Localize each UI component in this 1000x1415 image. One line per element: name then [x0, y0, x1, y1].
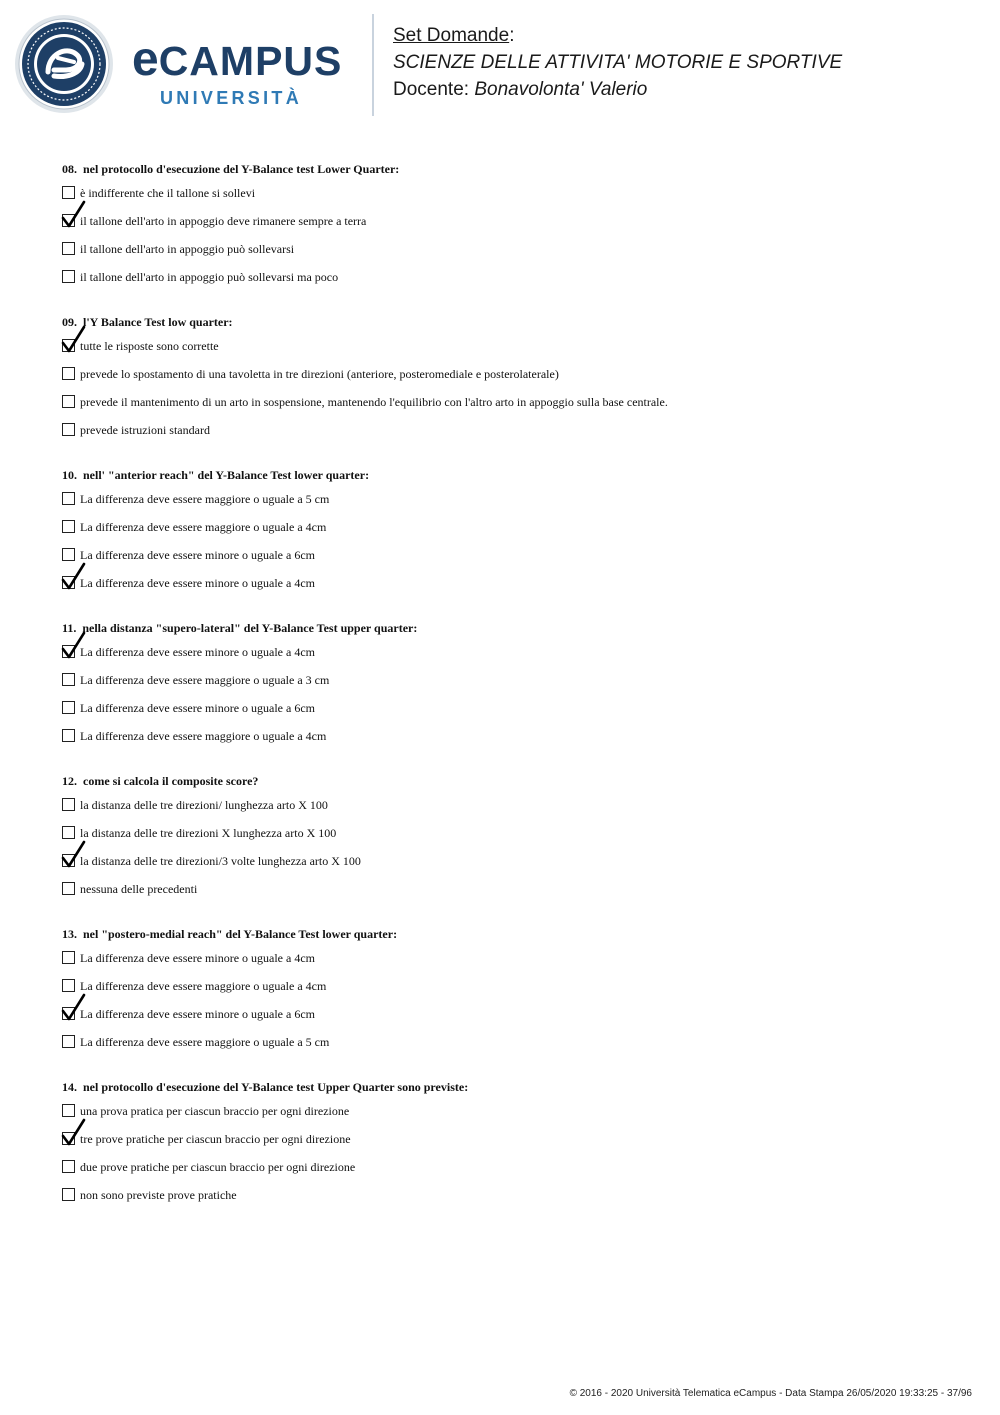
answer-text: la distanza delle tre direzioni/3 volte lunghezza arto X 100 [80, 854, 361, 868]
header-divider [372, 14, 374, 116]
answer-text: tre prove pratiche per ciascun braccio per ogni direzione [80, 1132, 351, 1146]
answer-option[interactable] [62, 575, 962, 603]
page-footer: © 2016 - 2020 Università Telematica eCampus - Data Stampa 26/05/2020 19:33:25 - 37/96 [569, 1388, 972, 1399]
question-number: 11. [62, 621, 77, 635]
answer-text: La differenza deve essere minore o uguale a 4cm [80, 576, 315, 590]
checkbox-unchecked[interactable] [62, 798, 75, 811]
answer-option[interactable] [62, 366, 962, 394]
set-colon: : [509, 25, 515, 46]
answer-option[interactable] [62, 672, 962, 700]
checkbox-unchecked[interactable] [62, 1160, 75, 1173]
question-block [62, 466, 962, 603]
question-title [62, 466, 962, 484]
answer-option[interactable] [62, 700, 962, 728]
question-number: 13. [62, 927, 77, 941]
answer-text: non sono previste prove pratiche [80, 1188, 237, 1202]
question-number: 12. [62, 774, 77, 788]
answer-text: tutte le risposte sono corrette [80, 339, 219, 353]
checkbox-unchecked[interactable] [62, 826, 75, 839]
answer-option[interactable] [62, 1103, 962, 1131]
question-block [62, 160, 962, 297]
question-title [62, 1078, 962, 1096]
question-number: 09. [62, 315, 77, 329]
question-title [62, 772, 962, 790]
answer-option[interactable] [62, 978, 962, 1006]
checkbox-unchecked[interactable] [62, 979, 75, 992]
brand-e: e [132, 33, 159, 86]
question-number: 10. [62, 468, 77, 482]
answer-text: il tallone dell'arto in appoggio deve rimanere sempre a terra [80, 214, 367, 228]
answer-option[interactable] [62, 394, 962, 422]
ecampus-wordmark [132, 33, 357, 114]
question-text: come si calcola il composite score? [83, 774, 259, 788]
question-block [62, 313, 962, 450]
answer-option[interactable] [62, 825, 962, 853]
header-info [393, 22, 842, 103]
question-text: nella distanza "supero-lateral" del Y-Balance Test upper quarter: [82, 621, 418, 635]
answer-text: prevede il mantenimento di un arto in sospensione, mantenendo l'equilibrio con l'altro arto in appoggio sulla base centrale. [80, 395, 668, 409]
page-header [0, 0, 1000, 130]
answer-option[interactable] [62, 422, 962, 450]
question-block [62, 619, 962, 756]
question-text: nel protocollo d'esecuzione del Y-Balance test Lower Quarter: [83, 162, 400, 176]
answer-text: prevede istruzioni standard [80, 423, 210, 437]
answer-option[interactable] [62, 185, 962, 213]
answer-option[interactable] [62, 1187, 962, 1215]
question-number: 08. [62, 162, 77, 176]
checkbox-unchecked[interactable] [62, 423, 75, 436]
question-title [62, 619, 962, 637]
answer-text: il tallone dell'arto in appoggio può sollevarsi ma poco [80, 270, 339, 284]
teacher-line [393, 76, 842, 103]
checkbox-unchecked[interactable] [62, 548, 75, 561]
ecampus-seal-logo [14, 14, 114, 114]
answer-text: la distanza delle tre direzioni/ lunghezza arto X 100 [80, 798, 328, 812]
question-text: nell' "anterior reach" del Y-Balance Test lower quarter: [83, 468, 370, 482]
checkbox-unchecked[interactable] [62, 186, 75, 199]
answer-option[interactable] [62, 797, 962, 825]
answer-text: prevede lo spostamento di una tavoletta in tre direzioni (anteriore, posteromediale e posterolaterale) [80, 367, 559, 381]
question-list [62, 160, 962, 1231]
checkbox-unchecked[interactable] [62, 492, 75, 505]
answer-text: la distanza delle tre direzioni X lunghezza arto X 100 [80, 826, 337, 840]
answer-option[interactable] [62, 241, 962, 269]
question-title [62, 160, 962, 178]
set-label: Set Domande [393, 25, 510, 46]
checkbox-unchecked[interactable] [62, 395, 75, 408]
answer-option[interactable] [62, 950, 962, 978]
answer-option[interactable] [62, 1034, 962, 1062]
answer-text: La differenza deve essere maggiore o uguale a 5 cm [80, 492, 330, 506]
answer-option[interactable] [62, 519, 962, 547]
answer-text: La differenza deve essere maggiore o uguale a 4cm [80, 729, 327, 743]
answer-option[interactable] [62, 853, 962, 881]
checkbox-unchecked[interactable] [62, 701, 75, 714]
answer-option[interactable] [62, 728, 962, 756]
answer-option[interactable] [62, 881, 962, 909]
checkbox-unchecked[interactable] [62, 882, 75, 895]
answer-text: La differenza deve essere minore o uguale a 6cm [80, 548, 315, 562]
answer-option[interactable] [62, 269, 962, 297]
question-block [62, 772, 962, 909]
question-text: nel protocollo d'esecuzione del Y-Balance test Upper Quarter sono previste: [83, 1080, 469, 1094]
answer-text: La differenza deve essere minore o uguale a 6cm [80, 701, 315, 715]
answer-text: La differenza deve essere minore o uguale a 4cm [80, 951, 315, 965]
course-name: SCIENZE DELLE ATTIVITA' MOTORIE E SPORTIVE [393, 52, 843, 73]
question-block [62, 1078, 962, 1215]
question-text: nel "postero-medial reach" del Y-Balance Test lower quarter: [83, 927, 398, 941]
teacher-name: Bonavolonta' Valerio [474, 79, 648, 100]
answer-option[interactable] [62, 1131, 962, 1159]
checkbox-unchecked[interactable] [62, 1104, 75, 1117]
answer-text: La differenza deve essere maggiore o uguale a 5 cm [80, 1035, 330, 1049]
checkbox-unchecked[interactable] [62, 367, 75, 380]
answer-text: una prova pratica per ciascun braccio per ogni direzione [80, 1104, 350, 1118]
teacher-label: Docente: [393, 79, 475, 100]
checkbox-unchecked[interactable] [62, 520, 75, 533]
answer-text: La differenza deve essere maggiore o uguale a 4cm [80, 520, 327, 534]
answer-option[interactable] [62, 491, 962, 519]
brand-name [132, 33, 343, 86]
answer-option[interactable] [62, 547, 962, 575]
answer-option[interactable] [62, 1006, 962, 1034]
question-number: 14. [62, 1080, 77, 1094]
answer-option[interactable] [62, 644, 962, 672]
question-title [62, 925, 962, 943]
question-text: l'Y Balance Test low quarter: [83, 315, 233, 329]
checkbox-unchecked[interactable] [62, 1188, 75, 1201]
brand-campus: CAMPUS [158, 38, 343, 84]
answer-option[interactable] [62, 213, 962, 241]
checkbox-unchecked[interactable] [62, 673, 75, 686]
set-title [393, 22, 842, 49]
answer-option[interactable] [62, 338, 962, 366]
question-title [62, 313, 962, 331]
answer-text: La differenza deve essere minore o uguale a 4cm [80, 645, 315, 659]
answer-option[interactable] [62, 1159, 962, 1187]
answer-text: nessuna delle precedenti [80, 882, 198, 896]
brand-subtitle: UNIVERSITÀ [160, 88, 303, 108]
answer-text: La differenza deve essere maggiore o uguale a 4cm [80, 979, 327, 993]
question-block [62, 925, 962, 1062]
answer-text: due prove pratiche per ciascun braccio per ogni direzione [80, 1160, 356, 1174]
checkbox-unchecked[interactable] [62, 242, 75, 255]
checkbox-unchecked[interactable] [62, 951, 75, 964]
checkbox-unchecked[interactable] [62, 729, 75, 742]
answer-text: il tallone dell'arto in appoggio può sollevarsi [80, 242, 295, 256]
checkbox-unchecked[interactable] [62, 270, 75, 283]
checkbox-unchecked[interactable] [62, 1035, 75, 1048]
answer-text: è indifferente che il tallone si sollevi [80, 186, 256, 200]
answer-text: La differenza deve essere minore o uguale a 6cm [80, 1007, 315, 1021]
answer-text: La differenza deve essere maggiore o uguale a 3 cm [80, 673, 330, 687]
